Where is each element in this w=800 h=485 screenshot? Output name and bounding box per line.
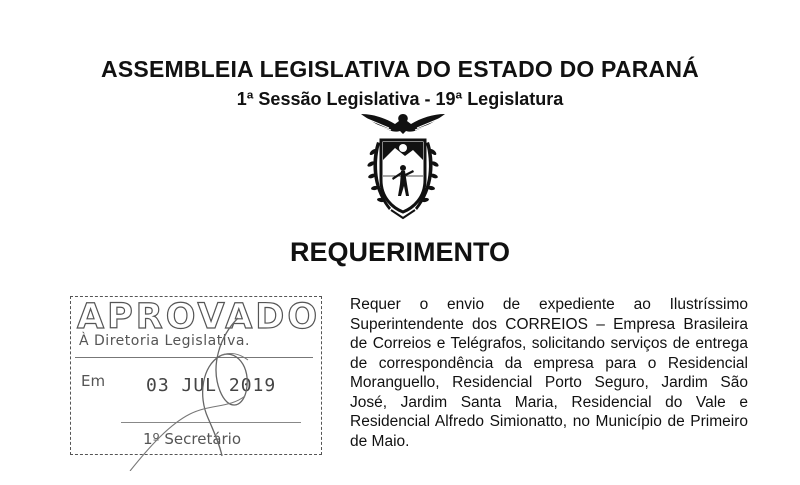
page-title: ASSEMBLEIA LEGISLATIVA DO ESTADO DO PARANÁ [101, 56, 699, 82]
stamp-date: 03 JUL 2019 [146, 375, 277, 396]
stamp-subtitle: À Diretoria Legislativa. [79, 333, 250, 349]
handwritten-signature [70, 296, 320, 471]
eagle-icon [361, 114, 445, 134]
stamp-title: APROVADO [77, 297, 321, 337]
stamp-secretary-label: 1º Secretário [143, 430, 242, 448]
document-type-heading: REQUERIMENTO [289, 237, 511, 267]
page-subtitle: 1ª Sessão Legislativa - 19ª Legislatura [236, 89, 564, 109]
coat-of-arms-icon [355, 110, 451, 222]
stamp-date-label: Em [81, 372, 106, 390]
request-body-text: Requer o envio de expediente ao Ilustríssimo Superintendente dos CORREIOS – Empresa Brasileira de Correios e Telégrafos, solicitando serviços de entrega de correspondência da empresa para o Residencial Moranguello, Residencial Porto Seguro, Jardim São José, Jardim Santa Maria, Residencial do Vale e Residencial Alfredo Simionatto, no Município de Primeiro de Maio. [350, 296, 748, 450]
